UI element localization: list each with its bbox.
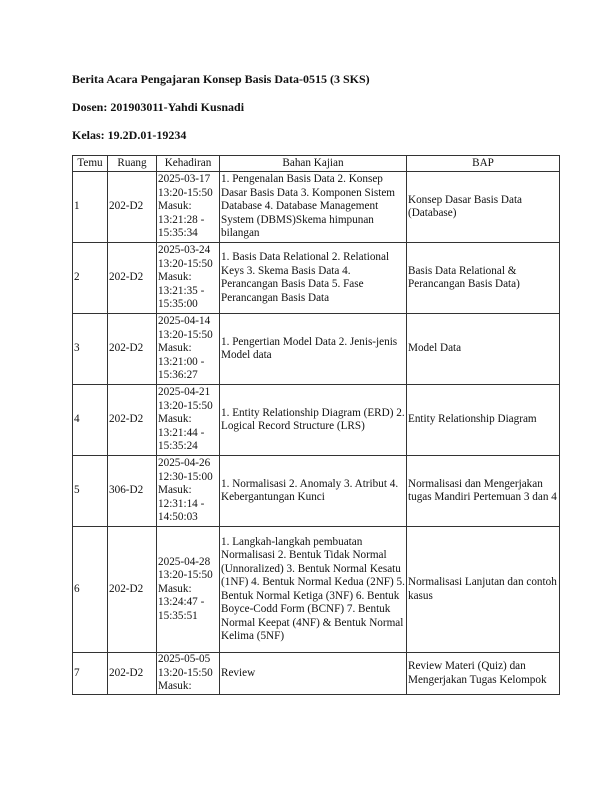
cell-temu: 4 bbox=[73, 385, 108, 456]
cell-bahan-kajian: 1. Basis Data Relational 2. Relational Keys 3. Skema Basis Data 4. Perancangan Basis Data 5. Fase Perancangan Basis Data bbox=[220, 243, 407, 314]
cell-temu: 2 bbox=[73, 243, 108, 314]
lecturer-line: Dosen: 201903011-Yahdi Kusnadi bbox=[72, 100, 245, 114]
cell-bap: Basis Data Relational & Perancangan Basis Data) bbox=[407, 243, 560, 314]
cell-ruang: 202-D2 bbox=[108, 243, 157, 314]
cell-temu: 6 bbox=[73, 527, 108, 653]
header-ruang: Ruang bbox=[108, 156, 157, 172]
cell-bap: Review Materi (Quiz) dan Mengerjakan Tugas Kelompok bbox=[407, 653, 560, 695]
header-temu: Temu bbox=[73, 156, 108, 172]
cell-bahan-kajian: 1. Pengertian Model Data 2. Jenis-jenis Model data bbox=[220, 314, 407, 385]
header-kehadiran: Kehadiran bbox=[157, 156, 220, 172]
table-row bbox=[73, 385, 560, 456]
teaching-report-table bbox=[72, 155, 560, 695]
cell-bap: Model Data bbox=[407, 314, 560, 385]
cell-ruang: 202-D2 bbox=[108, 653, 157, 695]
cell-bahan-kajian: Review bbox=[220, 653, 407, 695]
cell-kehadiran: 2025-04-26 12:30-15:00 Masuk: 12:31:14 - 14:50:03 bbox=[157, 456, 220, 527]
table-row bbox=[73, 243, 560, 314]
cell-kehadiran: 2025-03-24 13:20-15:50 Masuk: 13:21:35 - 15:35:00 bbox=[157, 243, 220, 314]
cell-ruang: 202-D2 bbox=[108, 527, 157, 653]
cell-ruang: 202-D2 bbox=[108, 385, 157, 456]
class-line: Kelas: 19.2D.01-19234 bbox=[72, 128, 187, 142]
cell-temu: 1 bbox=[73, 172, 108, 243]
cell-temu: 5 bbox=[73, 456, 108, 527]
cell-kehadiran: 2025-04-28 13:20-15:50 Masuk: 13:24:47 - 15:35:51 bbox=[157, 527, 220, 653]
table-header-row bbox=[73, 156, 560, 172]
cell-bap: Normalisasi Lanjutan dan contoh kasus bbox=[407, 527, 560, 653]
cell-ruang: 202-D2 bbox=[108, 172, 157, 243]
cell-bahan-kajian: 1. Entity Relationship Diagram (ERD) 2. Logical Record Structure (LRS) bbox=[220, 385, 407, 456]
cell-bap: Normalisasi dan Mengerjakan tugas Mandiri Pertemuan 3 dan 4 bbox=[407, 456, 560, 527]
table-row bbox=[73, 653, 560, 695]
cell-ruang: 306-D2 bbox=[108, 456, 157, 527]
cell-temu: 7 bbox=[73, 653, 108, 695]
cell-bap: Konsep Dasar Basis Data (Database) bbox=[407, 172, 560, 243]
header-bap: BAP bbox=[407, 156, 560, 172]
cell-kehadiran: 2025-05-05 13:20-15:50 Masuk: bbox=[157, 653, 220, 695]
cell-temu: 3 bbox=[73, 314, 108, 385]
cell-kehadiran: 2025-04-21 13:20-15:50 Masuk: 13:21:44 - 15:35:24 bbox=[157, 385, 220, 456]
cell-ruang: 202-D2 bbox=[108, 314, 157, 385]
document-title: Berita Acara Pengajaran Konsep Basis Data-0515 (3 SKS) bbox=[72, 72, 370, 86]
table-row bbox=[73, 314, 560, 385]
cell-bap: Entity Relationship Diagram bbox=[407, 385, 560, 456]
cell-kehadiran: 2025-04-14 13:20-15:50 Masuk: 13:21:00 - 15:36:27 bbox=[157, 314, 220, 385]
cell-kehadiran: 2025-03-17 13:20-15:50 Masuk: 13:21:28 - 15:35:34 bbox=[157, 172, 220, 243]
table-row bbox=[73, 456, 560, 527]
cell-bahan-kajian: 1. Langkah-langkah pembuatan Normalisasi 2. Bentuk Tidak Normal (Unnoralized) 3. Bentuk Normal Kesatu (1NF) 4. Bentuk Normal Kedua (2NF) 5. Bentuk Normal Ketiga (3NF) 6. Bentuk Boyce-Codd Form (BCNF) 7. Bentuk Normal Keepat (4NF) & Bentuk Normal Kelima (5NF) bbox=[220, 527, 407, 653]
header-bahan-kajian: Bahan Kajian bbox=[220, 156, 407, 172]
cell-bahan-kajian: 1. Pengenalan Basis Data 2. Konsep Dasar Basis Data 3. Komponen Sistem Database 4. Database Management System (DBMS)Skema himpunan bilangan bbox=[220, 172, 407, 243]
cell-bahan-kajian: 1. Normalisasi 2. Anomaly 3. Atribut 4. Kebergantungan Kunci bbox=[220, 456, 407, 527]
table-row bbox=[73, 527, 560, 653]
table-row bbox=[73, 172, 560, 243]
